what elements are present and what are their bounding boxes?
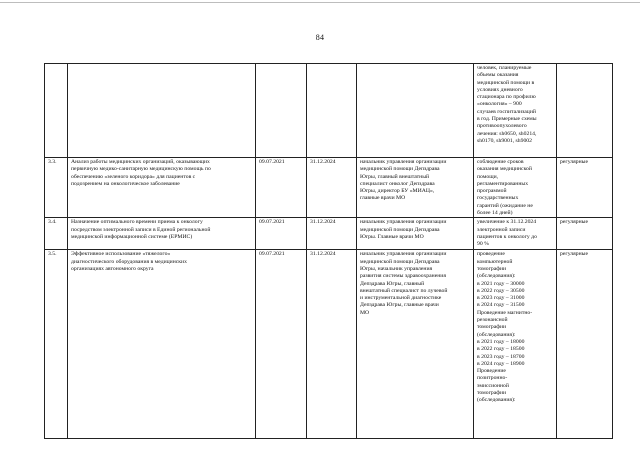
- text-line: эмиссионной: [477, 382, 509, 389]
- text-line: в 2024 году – 31500: [477, 302, 525, 309]
- text-line: объемы оказания: [477, 72, 519, 79]
- cell-end-date: [307, 64, 357, 158]
- text-line: медицинской помощи Депздрава: [360, 226, 440, 233]
- text-line: в 2021 году – 30000: [477, 280, 525, 287]
- text-line: Проведение: [477, 368, 506, 375]
- text-line: и инструментальной диагностике: [360, 295, 442, 302]
- cell-number: 3.3.: [45, 158, 68, 218]
- text-line: противоопухолевого: [477, 123, 527, 130]
- text-line: программой: [477, 188, 507, 195]
- text-line: Югры. Главные врачи МО: [360, 233, 424, 240]
- text-line: медицинской помощи Депздрава: [360, 166, 440, 173]
- cell-expected-result: [474, 158, 557, 218]
- text-line: электронной записи: [477, 226, 526, 233]
- text-line: томографии: [477, 324, 507, 331]
- text-line: (обследования):: [477, 331, 516, 338]
- table-row: [45, 158, 613, 218]
- cell-status: регулярные: [557, 158, 613, 218]
- cell-status: [557, 64, 613, 158]
- cell-end-date: 31.12.2024: [307, 158, 357, 218]
- text-line: подозрением на онкологическое заболевание: [71, 180, 180, 187]
- text-line: случаев госпитализаций: [477, 108, 536, 115]
- text-line: Назначение оптимального времени приема к онкологу: [71, 219, 203, 226]
- text-line: человек, планируемые: [477, 65, 532, 71]
- page-number: 84: [315, 33, 325, 42]
- text-line: организациях автономного округа: [71, 265, 154, 272]
- text-line: Эффективное использование «тяжелого»: [71, 251, 171, 258]
- text-line: sh0170, sh9001, sh9002: [477, 137, 532, 144]
- text-line: 90 %: [477, 241, 489, 248]
- plan-table: [44, 63, 613, 439]
- cell-expected-result: [474, 250, 557, 439]
- cell-status: регулярные: [557, 218, 613, 250]
- text-line: Югры, главный внештатный: [360, 173, 430, 180]
- text-line: главные врачи МО: [360, 195, 406, 202]
- text-line: Югры, начальник управления: [360, 265, 433, 272]
- text-line: более 14 дней): [477, 210, 513, 217]
- cell-start-date: 09.07.2021: [256, 250, 307, 439]
- text-line: резонансной: [477, 317, 508, 324]
- text-line: томографии: [477, 390, 507, 397]
- text-line: увеличение к 31.12.2024: [477, 219, 537, 226]
- text-line: Депздрава Югры, главные врачи: [360, 302, 439, 309]
- text-line: начальник управления организации: [360, 219, 447, 226]
- text-line: Проведение магнитно-: [477, 309, 533, 316]
- text-line: соблюдение сроков: [477, 159, 524, 165]
- text-line: в 2022 году – 18500: [477, 346, 525, 353]
- text-line: (обследования):: [477, 397, 516, 404]
- scan-top-border: [0, 2, 640, 3]
- cell-start-date: 09.07.2021: [256, 218, 307, 250]
- text-line: лечения: sh0650, sh0214,: [477, 130, 537, 137]
- cell-number: 3.4.: [45, 218, 68, 250]
- cell-responsible: [357, 250, 474, 439]
- cell-responsible: [357, 158, 474, 218]
- text-line: (обследования):: [477, 273, 516, 280]
- cell-number: [45, 64, 68, 158]
- text-line: оказания медицинской: [477, 166, 532, 173]
- text-line: помощи,: [477, 173, 499, 180]
- cell-number: 3.5.: [45, 250, 68, 439]
- text-line: Югры, директор БУ «МИАЦ»,: [360, 188, 435, 195]
- text-line: позитронно-: [477, 375, 508, 382]
- text-line: условиях дневного: [477, 86, 523, 93]
- text-line: проведение: [477, 251, 505, 258]
- text-line: внештатный специалист по лучевой: [360, 287, 448, 294]
- text-line: обеспечению «зеленого коридора» для пациентов с: [71, 173, 196, 180]
- text-line: в год. Примерные схемы: [477, 116, 537, 123]
- text-line: томографии: [477, 265, 507, 272]
- text-line: медицинской помощи в: [477, 79, 535, 86]
- cell-activity: [68, 64, 256, 158]
- table-row: [45, 218, 613, 250]
- table-row: [45, 64, 613, 158]
- text-line: в 2021 году – 18000: [477, 338, 525, 345]
- cell-start-date: 09.07.2021: [256, 158, 307, 218]
- text-line: компьютерной: [477, 258, 513, 265]
- cell-expected-result: [474, 218, 557, 250]
- cell-start-date: [256, 64, 307, 158]
- text-line: государственных: [477, 195, 519, 202]
- text-line: медицинской информационной системе (ЕРМИС): [71, 233, 193, 240]
- text-line: стационара по профилю: [477, 94, 536, 101]
- text-line: начальник управления организации: [360, 159, 447, 165]
- cell-activity: [68, 158, 256, 218]
- cell-end-date: 31.12.2024: [307, 250, 357, 439]
- cell-responsible: [357, 64, 474, 158]
- cell-end-date: 31.12.2024: [307, 218, 357, 250]
- cell-expected-result: [474, 64, 557, 158]
- text-line: в 2023 году – 18700: [477, 353, 525, 360]
- text-line: начальник управления организации: [360, 251, 447, 258]
- text-line: первичную медико-санитарную медицинскую помощь по: [71, 166, 211, 173]
- text-line: Депздрава Югры, главный: [360, 280, 425, 287]
- text-line: в 2024 году – 18900: [477, 360, 525, 367]
- text-line: Анализ работы медицинских организаций, оказывающих: [71, 159, 210, 165]
- text-line: развития системы здравоохранения: [360, 273, 446, 280]
- text-line: «онкология» – 900: [477, 101, 522, 108]
- text-line: в 2023 году – 31000: [477, 295, 525, 302]
- text-line: в 2022 году – 30500: [477, 287, 525, 294]
- cell-activity: [68, 250, 256, 439]
- text-line: МО: [360, 309, 370, 316]
- text-line: регламентированных: [477, 180, 529, 187]
- text-line: посредством электронной записи в Единой региональной: [71, 226, 211, 233]
- text-line: специалист онколог Депздрава: [360, 180, 435, 187]
- cell-status: регулярные: [557, 250, 613, 439]
- table-row: [45, 250, 613, 439]
- text-line: пациентов к онкологу до: [477, 233, 537, 240]
- text-line: медицинской помощи Депздрава: [360, 258, 440, 265]
- text-line: гарантий (ожидание не: [477, 202, 533, 209]
- text-line: диагностического оборудования в медицинских: [71, 258, 187, 265]
- cell-activity: [68, 218, 256, 250]
- cell-responsible: [357, 218, 474, 250]
